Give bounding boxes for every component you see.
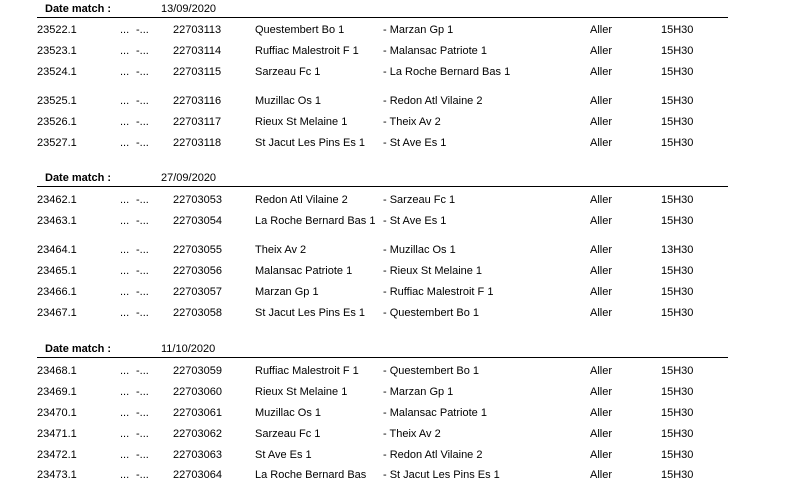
kickoff-time: 15H30 — [661, 265, 694, 277]
match-number: 23467.1 — [37, 307, 77, 319]
dots-b: -... — [136, 137, 149, 149]
away-team: - Malansac Patriote 1 — [383, 407, 487, 419]
section-header — [0, 171, 792, 187]
dots-b: -... — [136, 116, 149, 128]
away-team: - Marzan Gp 1 — [383, 386, 454, 398]
away-team: - St Ave Es 1 — [383, 215, 447, 227]
match-code: 22703118 — [173, 137, 222, 149]
match-number: 23462.1 — [37, 194, 77, 206]
dots-b: -... — [136, 307, 149, 319]
match-number: 23527.1 — [37, 137, 77, 149]
match-code: 22703056 — [173, 265, 222, 277]
dots-b: -... — [136, 365, 149, 377]
date-match-value: 11/10/2020 — [161, 343, 216, 355]
match-type: Aller — [590, 116, 613, 128]
match-type: Aller — [590, 265, 613, 277]
dots-a: ... — [120, 365, 130, 377]
match-code: 22703060 — [173, 386, 222, 398]
match-row — [0, 308, 792, 328]
match-type: Aller — [590, 307, 613, 319]
dots-a: ... — [120, 215, 130, 227]
dots-a: ... — [120, 449, 130, 461]
dots-b: -... — [136, 407, 149, 419]
match-code: 22703063 — [173, 449, 222, 461]
match-number: 23466.1 — [37, 286, 77, 298]
section-header — [0, 2, 792, 18]
home-team: St Jacut Les Pins Es 1 — [255, 137, 366, 149]
home-team: La Roche Bernard Bas 1 — [255, 215, 376, 227]
dots-b: -... — [136, 386, 149, 398]
match-type: Aller — [590, 24, 613, 36]
match-code: 22703053 — [173, 194, 222, 206]
date-match-label: Date match : — [45, 343, 112, 355]
match-number: 23524.1 — [37, 66, 77, 78]
home-team: Malansac Patriote 1 — [255, 265, 353, 277]
kickoff-time: 15H30 — [661, 386, 694, 398]
header-rule — [37, 186, 728, 187]
away-team: - Rieux St Melaine 1 — [383, 265, 483, 277]
match-number: 23465.1 — [37, 265, 77, 277]
home-team: Muzillac Os 1 — [255, 95, 322, 107]
kickoff-time: 13H30 — [661, 244, 694, 256]
match-row — [0, 67, 792, 87]
dots-a: ... — [120, 45, 130, 57]
home-team: Muzillac Os 1 — [255, 407, 322, 419]
dots-a: ... — [120, 66, 130, 78]
kickoff-time: 15H30 — [661, 66, 694, 78]
dots-a: ... — [120, 470, 130, 480]
dots-a: ... — [120, 265, 130, 277]
home-team: Ruffiac Malestroit F 1 — [255, 45, 359, 57]
match-type: Aller — [590, 428, 613, 440]
home-team: St Ave Es 1 — [255, 449, 312, 461]
match-type: Aller — [590, 365, 613, 377]
match-row — [0, 25, 792, 45]
dots-a: ... — [120, 307, 130, 319]
match-row — [0, 245, 792, 265]
dots-b: -... — [136, 286, 149, 298]
kickoff-time: 15H30 — [661, 286, 694, 298]
match-row — [0, 216, 792, 236]
match-number: 23470.1 — [37, 407, 77, 419]
home-team: Rieux St Melaine 1 — [255, 386, 348, 398]
dots-b: -... — [136, 24, 149, 36]
match-number: 23469.1 — [37, 386, 77, 398]
away-team: - Malansac Patriote 1 — [383, 45, 487, 57]
dots-a: ... — [120, 244, 130, 256]
home-team: La Roche Bernard Bas — [255, 470, 367, 480]
dots-a: ... — [120, 24, 130, 36]
dots-a: ... — [120, 286, 130, 298]
kickoff-time: 15H30 — [661, 307, 694, 319]
match-row — [0, 96, 792, 116]
dots-b: -... — [136, 470, 149, 480]
date-match-label: Date match : — [45, 3, 112, 15]
match-code: 22703062 — [173, 428, 222, 440]
match-number: 23471.1 — [37, 428, 77, 440]
away-team: - Theix Av 2 — [383, 116, 441, 128]
match-row — [0, 117, 792, 137]
match-code: 22703055 — [173, 244, 222, 256]
match-type: Aller — [590, 386, 613, 398]
kickoff-time: 15H30 — [661, 428, 694, 440]
kickoff-time: 15H30 — [661, 215, 694, 227]
section-header — [0, 342, 792, 358]
match-code: 22703116 — [173, 95, 222, 107]
match-type: Aller — [590, 407, 613, 419]
away-team: - Marzan Gp 1 — [383, 24, 454, 36]
away-team: - St Ave Es 1 — [383, 137, 447, 149]
dots-b: -... — [136, 265, 149, 277]
match-type: Aller — [590, 137, 613, 149]
home-team: Ruffiac Malestroit F 1 — [255, 365, 359, 377]
kickoff-time: 15H30 — [661, 137, 694, 149]
match-row — [0, 138, 792, 158]
away-team: - Theix Av 2 — [383, 428, 441, 440]
match-number: 23472.1 — [37, 449, 77, 461]
away-team: - Questembert Bo 1 — [383, 365, 479, 377]
date-match-value: 27/09/2020 — [161, 172, 217, 184]
match-type: Aller — [590, 45, 613, 57]
match-type: Aller — [590, 95, 613, 107]
match-row — [0, 287, 792, 307]
kickoff-time: 15H30 — [661, 449, 694, 461]
dots-b: -... — [136, 95, 149, 107]
match-code: 22703057 — [173, 286, 222, 298]
match-code: 22703114 — [173, 45, 222, 57]
match-row — [0, 429, 792, 449]
home-team: Rieux St Melaine 1 — [255, 116, 348, 128]
match-row — [0, 46, 792, 66]
match-number: 23523.1 — [37, 45, 77, 57]
dots-a: ... — [120, 137, 130, 149]
match-code: 22703117 — [173, 116, 222, 128]
dots-a: ... — [120, 116, 130, 128]
match-code: 22703054 — [173, 215, 222, 227]
kickoff-time: 15H30 — [661, 116, 694, 128]
home-team: Questembert Bo 1 — [255, 24, 345, 36]
match-row — [0, 366, 792, 386]
match-number: 23473.1 — [37, 470, 77, 480]
dots-a: ... — [120, 386, 130, 398]
date-match-label: Date match : — [45, 172, 112, 184]
kickoff-time: 15H30 — [661, 365, 694, 377]
match-code: 22703064 — [173, 470, 222, 480]
match-number: 23463.1 — [37, 215, 77, 227]
home-team: Theix Av 2 — [255, 244, 307, 256]
kickoff-time: 15H30 — [661, 45, 694, 57]
match-code: 22703115 — [173, 66, 222, 78]
header-rule — [37, 357, 728, 358]
match-number: 23522.1 — [37, 24, 77, 36]
dots-b: -... — [136, 194, 149, 206]
kickoff-time: 15H30 — [661, 407, 694, 419]
away-team: - Muzillac Os 1 — [383, 244, 456, 256]
dots-b: -... — [136, 449, 149, 461]
away-team: - Ruffiac Malestroit F 1 — [383, 286, 494, 298]
match-type: Aller — [590, 66, 613, 78]
match-type: Aller — [590, 470, 613, 480]
kickoff-time: 15H30 — [661, 470, 694, 480]
dots-b: -... — [136, 428, 149, 440]
header-rule — [37, 17, 728, 18]
home-team: Sarzeau Fc 1 — [255, 66, 321, 78]
away-team: - La Roche Bernard Bas 1 — [383, 66, 511, 78]
match-row — [0, 408, 792, 428]
dots-a: ... — [120, 407, 130, 419]
match-number: 23468.1 — [37, 365, 77, 377]
match-row — [0, 195, 792, 215]
match-code: 22703059 — [173, 365, 222, 377]
match-code: 22703058 — [173, 307, 222, 319]
home-team: Sarzeau Fc 1 — [255, 428, 321, 440]
home-team: St Jacut Les Pins Es 1 — [255, 307, 366, 319]
away-team: - Sarzeau Fc 1 — [383, 194, 456, 206]
match-type: Aller — [590, 449, 613, 461]
away-team: - St Jacut Les Pins Es 1 — [383, 470, 500, 480]
kickoff-time: 15H30 — [661, 194, 694, 206]
dots-a: ... — [120, 194, 130, 206]
dots-b: -... — [136, 215, 149, 227]
kickoff-time: 15H30 — [661, 24, 694, 36]
match-type: Aller — [590, 215, 613, 227]
match-code: 22703061 — [173, 407, 222, 419]
match-type: Aller — [590, 244, 613, 256]
match-type: Aller — [590, 286, 613, 298]
away-team: - Redon Atl Vilaine 2 — [383, 449, 483, 461]
match-number: 23526.1 — [37, 116, 77, 128]
kickoff-time: 15H30 — [661, 95, 694, 107]
dots-b: -... — [136, 45, 149, 57]
away-team: - Questembert Bo 1 — [383, 307, 479, 319]
match-row — [0, 470, 792, 480]
match-number: 23464.1 — [37, 244, 77, 256]
match-code: 22703113 — [173, 24, 222, 36]
home-team: Redon Atl Vilaine 2 — [255, 194, 348, 206]
match-row — [0, 387, 792, 407]
dots-a: ... — [120, 95, 130, 107]
match-number: 23525.1 — [37, 95, 77, 107]
match-row — [0, 266, 792, 286]
home-team: Marzan Gp 1 — [255, 286, 319, 298]
match-row — [0, 450, 792, 470]
match-type: Aller — [590, 194, 613, 206]
away-team: - Redon Atl Vilaine 2 — [383, 95, 483, 107]
dots-b: -... — [136, 66, 149, 78]
dots-a: ... — [120, 428, 130, 440]
dots-b: -... — [136, 244, 149, 256]
date-match-value: 13/09/2020 — [161, 3, 217, 15]
